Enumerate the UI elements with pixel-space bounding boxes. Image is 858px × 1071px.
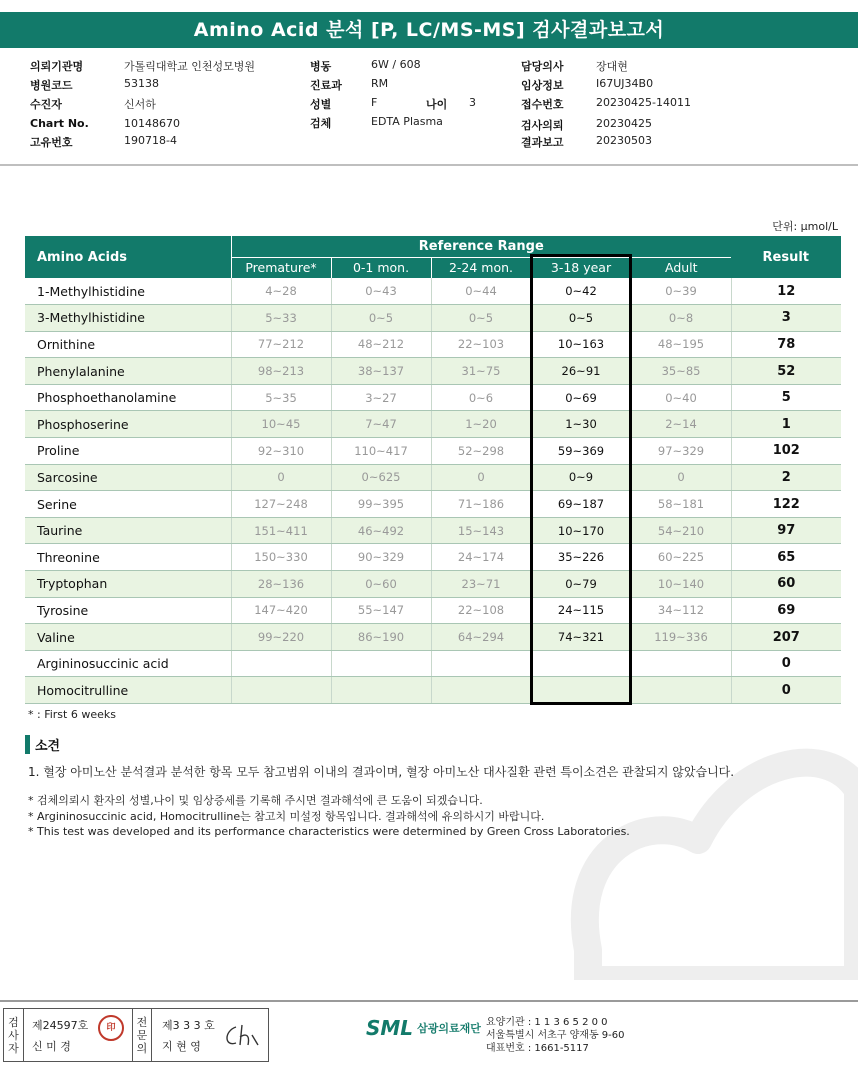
table-row — [25, 358, 841, 385]
hospital-code-label: 병원코드 — [30, 79, 73, 92]
finding-text: 1. 혈장 아미노산 분석결과 분석한 항목 모두 참고범위 이내의 결과이며, 혈장 아미노산 대사질환 관련 특이소견은 관찰되지 않았습니다. — [28, 765, 735, 779]
signature-box — [3, 1008, 269, 1062]
reference-range-cell: 119~336 — [631, 624, 731, 651]
reference-range-cell: 15~143 — [431, 517, 531, 544]
note-line: * This test was developed and its performance characteristics were determined by Green Cross Laboratories. — [28, 825, 630, 838]
footer-divider — [0, 1000, 858, 1002]
amino-acid-name: Homocitrulline — [25, 677, 231, 704]
reference-range-cell: 0 — [431, 464, 531, 491]
receipt-value: 20230425-14011 — [596, 96, 691, 109]
handwritten-signature — [222, 1021, 262, 1051]
lab-address: 서울특별시 서초구 양재동 9-60 — [486, 1030, 625, 1041]
result-cell: 207 — [731, 624, 841, 651]
reviewer-license: 제3 3 3 호 — [162, 1019, 215, 1032]
reference-range-cell: 86~190 — [331, 624, 431, 651]
reference-range-cell: 0~5 — [431, 305, 531, 332]
table-row — [25, 650, 841, 677]
reference-range-cell: 98~213 — [231, 358, 331, 385]
reference-range-cell — [231, 677, 331, 704]
reviewer-label: 전 문 의 — [132, 1009, 152, 1061]
chart-label: Chart No. — [30, 117, 89, 130]
reference-range-cell: 0 — [231, 464, 331, 491]
reference-range-cell: 46~492 — [331, 517, 431, 544]
reference-range-cell: 7~47 — [331, 411, 431, 438]
result-cell: 0 — [731, 677, 841, 704]
reference-range-cell: 1~30 — [531, 411, 631, 438]
amino-acid-name: 3-Methylhistidine — [25, 305, 231, 332]
reference-range-cell: 77~212 — [231, 331, 331, 358]
reference-range-cell: 38~137 — [331, 358, 431, 385]
amino-acid-name: Taurine — [25, 517, 231, 544]
lab-info — [486, 1016, 625, 1055]
reference-range-cell: 22~103 — [431, 331, 531, 358]
clinical-label: 임상정보 — [521, 79, 564, 92]
reference-range-cell: 99~395 — [331, 491, 431, 518]
result-cell: 52 — [731, 358, 841, 385]
reference-range-cell: 59~369 — [531, 438, 631, 465]
table-row — [25, 411, 841, 438]
unit-label: 단위: μmol/L — [772, 220, 838, 233]
reference-range-cell: 97~329 — [631, 438, 731, 465]
reference-range-cell: 54~210 — [631, 517, 731, 544]
reference-range-cell: 99~220 — [231, 624, 331, 651]
reference-range-cell: 2~14 — [631, 411, 731, 438]
table-row — [25, 597, 841, 624]
request-label: 검사의뢰 — [521, 119, 564, 132]
lab-logo — [366, 1016, 481, 1040]
lab-phone: 대표번호 : 1661-5117 — [486, 1043, 589, 1054]
reference-range-cell: 34~112 — [631, 597, 731, 624]
amino-acid-name: Proline — [25, 438, 231, 465]
result-cell: 102 — [731, 438, 841, 465]
header-reference-range: Reference Range — [231, 236, 731, 257]
doctor-label: 담당의사 — [521, 60, 564, 73]
reference-range-cell: 52~298 — [431, 438, 531, 465]
amino-acid-name: Threonine — [25, 544, 231, 571]
patient-info — [0, 56, 858, 166]
age-value: 3 — [469, 96, 476, 109]
result-cell: 65 — [731, 544, 841, 571]
table-row — [25, 677, 841, 704]
reference-range-cell: 35~226 — [531, 544, 631, 571]
reference-range-cell: 60~225 — [631, 544, 731, 571]
reference-range-cell: 5~35 — [231, 384, 331, 411]
specimen-label: 검체 — [310, 117, 332, 130]
ward-label: 병동 — [310, 60, 332, 73]
reference-range-cell: 5~33 — [231, 305, 331, 332]
amino-acid-name: Phenylalanine — [25, 358, 231, 385]
institution-value: 가톨릭대학교 인천성모병원 — [124, 60, 256, 73]
report-title: Amino Acid 분석 [P, LC/MS-MS] 검사결과보고서 — [0, 12, 858, 48]
table-row — [25, 544, 841, 571]
reference-range-cell: 127~248 — [231, 491, 331, 518]
amino-acid-table — [25, 236, 842, 704]
patient-label: 수진자 — [30, 98, 62, 111]
note-line: * Argininosuccinic acid, Homocitrulline는 참고치 미설정 항목입니다. 결과해석에 유의하시기 바랍니다. — [28, 809, 545, 823]
reference-range-cell: 0~69 — [531, 384, 631, 411]
amino-acid-name: Tyrosine — [25, 597, 231, 624]
reference-range-cell: 10~45 — [231, 411, 331, 438]
reference-range-cell: 3~27 — [331, 384, 431, 411]
hospital-code-value: 53138 — [124, 77, 159, 90]
reference-range-cell: 151~411 — [231, 517, 331, 544]
amino-acid-name: Ornithine — [25, 331, 231, 358]
reference-range-cell: 4~28 — [231, 278, 331, 305]
reference-range-cell: 71~186 — [431, 491, 531, 518]
amino-acid-name: Tryptophan — [25, 571, 231, 598]
reference-range-cell: 110~417 — [331, 438, 431, 465]
reference-range-cell: 0~43 — [331, 278, 431, 305]
reference-range-cell: 0~6 — [431, 384, 531, 411]
sex-label: 성별 — [310, 98, 332, 111]
reference-range-cell — [631, 650, 731, 677]
reference-range-cell — [431, 677, 531, 704]
header-ref-col: 2-24 mon. — [431, 257, 531, 278]
reference-range-cell: 92~310 — [231, 438, 331, 465]
reference-range-cell: 0~5 — [331, 305, 431, 332]
amino-acid-name: Argininosuccinic acid — [25, 650, 231, 677]
notes — [28, 793, 630, 840]
result-cell: 97 — [731, 517, 841, 544]
reference-range-cell: 0~8 — [631, 305, 731, 332]
lab-logo-mark: SML — [366, 1016, 414, 1040]
reference-range-cell: 23~71 — [431, 571, 531, 598]
reference-range-cell: 64~294 — [431, 624, 531, 651]
header-ref-col: 0-1 mon. — [331, 257, 431, 278]
tester-license: 제24597호 — [32, 1019, 89, 1032]
reference-range-cell — [431, 650, 531, 677]
reference-range-cell: 150~330 — [231, 544, 331, 571]
amino-acid-name: Valine — [25, 624, 231, 651]
reference-range-cell: 35~85 — [631, 358, 731, 385]
table-row — [25, 305, 841, 332]
report-date-label: 결과보고 — [521, 136, 564, 149]
result-cell: 0 — [731, 650, 841, 677]
tester-label: 검 사 자 — [4, 1009, 24, 1061]
specimen-value: EDTA Plasma — [371, 115, 443, 128]
result-cell: 60 — [731, 571, 841, 598]
lab-name: 삼광의료재단 — [417, 1022, 481, 1035]
reference-range-cell: 24~174 — [431, 544, 531, 571]
seal-stamp: 印 — [98, 1015, 124, 1041]
amino-acid-name: Sarcosine — [25, 464, 231, 491]
chart-value: 10148670 — [124, 117, 180, 130]
reference-range-cell: 0~5 — [531, 305, 631, 332]
age-label: 나이 — [426, 98, 448, 111]
note-line: * 검체의뢰시 환자의 성별,나이 및 임상증세를 기록해 주시면 결과해석에 큰 도움이 되겠습니다. — [28, 794, 483, 807]
institution-label: 의뢰기관명 — [30, 60, 84, 73]
reference-range-cell: 0~625 — [331, 464, 431, 491]
reference-range-cell — [631, 677, 731, 704]
table-row — [25, 438, 841, 465]
reference-range-cell: 0~60 — [331, 571, 431, 598]
result-cell: 69 — [731, 597, 841, 624]
reference-range-cell — [531, 650, 631, 677]
reference-range-cell — [331, 650, 431, 677]
ward-value: 6W / 608 — [371, 58, 421, 71]
footnote: * : First 6 weeks — [28, 708, 116, 721]
reference-range-cell: 55~147 — [331, 597, 431, 624]
amino-acid-name: 1-Methylhistidine — [25, 278, 231, 305]
reference-range-cell: 0~9 — [531, 464, 631, 491]
reference-range-cell: 10~140 — [631, 571, 731, 598]
header-result: Result — [731, 236, 841, 278]
reference-range-cell: 24~115 — [531, 597, 631, 624]
dept-value: RM — [371, 77, 389, 90]
report-date-value: 20230503 — [596, 134, 652, 147]
section-marker — [25, 735, 30, 754]
result-cell: 78 — [731, 331, 841, 358]
reference-range-cell: 1~20 — [431, 411, 531, 438]
unique-label: 고유번호 — [30, 136, 73, 149]
result-cell: 3 — [731, 305, 841, 332]
reviewer-name: 지 현 영 — [162, 1040, 201, 1053]
table-row — [25, 384, 841, 411]
result-cell: 1 — [731, 411, 841, 438]
reference-range-cell: 28~136 — [231, 571, 331, 598]
reference-range-cell: 74~321 — [531, 624, 631, 651]
header-amino-acids: Amino Acids — [25, 236, 231, 278]
table-row — [25, 624, 841, 651]
info-divider — [0, 164, 858, 166]
reference-range-cell — [331, 677, 431, 704]
result-cell: 12 — [731, 278, 841, 305]
amino-acid-name: Phosphoethanolamine — [25, 384, 231, 411]
reference-range-cell: 31~75 — [431, 358, 531, 385]
doctor-value: 장대현 — [596, 60, 628, 73]
reference-range-cell: 48~195 — [631, 331, 731, 358]
receipt-label: 접수번호 — [521, 98, 564, 111]
header-ref-col: Premature* — [231, 257, 331, 278]
reference-range-cell: 90~329 — [331, 544, 431, 571]
reference-range-cell: 22~108 — [431, 597, 531, 624]
amino-acid-name: Serine — [25, 491, 231, 518]
reference-range-cell: 48~212 — [331, 331, 431, 358]
lab-code: 요양기관 : 1 1 3 6 5 2 0 0 — [486, 1017, 608, 1028]
result-cell: 122 — [731, 491, 841, 518]
dept-label: 진료과 — [310, 79, 342, 92]
table-row — [25, 464, 841, 491]
reference-range-cell — [231, 650, 331, 677]
reference-range-cell: 0~44 — [431, 278, 531, 305]
request-value: 20230425 — [596, 117, 652, 130]
reference-range-cell: 26~91 — [531, 358, 631, 385]
sex-value: F — [371, 96, 378, 109]
reference-range-cell: 0~42 — [531, 278, 631, 305]
reference-range-cell: 147~420 — [231, 597, 331, 624]
tester-name: 신 미 경 — [32, 1040, 71, 1053]
table-row — [25, 571, 841, 598]
amino-acid-name: Phosphoserine — [25, 411, 231, 438]
reference-range-cell: 0~79 — [531, 571, 631, 598]
header-ref-col: 3-18 year — [531, 257, 631, 278]
table-row — [25, 517, 841, 544]
patient-value: 신서하 — [124, 98, 156, 111]
reference-range-cell: 69~187 — [531, 491, 631, 518]
reference-range-cell — [531, 677, 631, 704]
table-row — [25, 491, 841, 518]
reference-range-cell: 58~181 — [631, 491, 731, 518]
reference-range-cell: 10~163 — [531, 331, 631, 358]
header-ref-col: Adult — [631, 257, 731, 278]
reference-range-cell: 0~39 — [631, 278, 731, 305]
table-row — [25, 278, 841, 305]
section-title: 소견 — [35, 739, 61, 754]
clinical-value: I67UJ34B0 — [596, 77, 654, 90]
reference-range-cell: 0~40 — [631, 384, 731, 411]
unique-value: 190718-4 — [124, 134, 177, 147]
reference-range-cell: 10~170 — [531, 517, 631, 544]
reference-range-cell: 0 — [631, 464, 731, 491]
result-cell: 2 — [731, 464, 841, 491]
table-row — [25, 331, 841, 358]
result-cell: 5 — [731, 384, 841, 411]
